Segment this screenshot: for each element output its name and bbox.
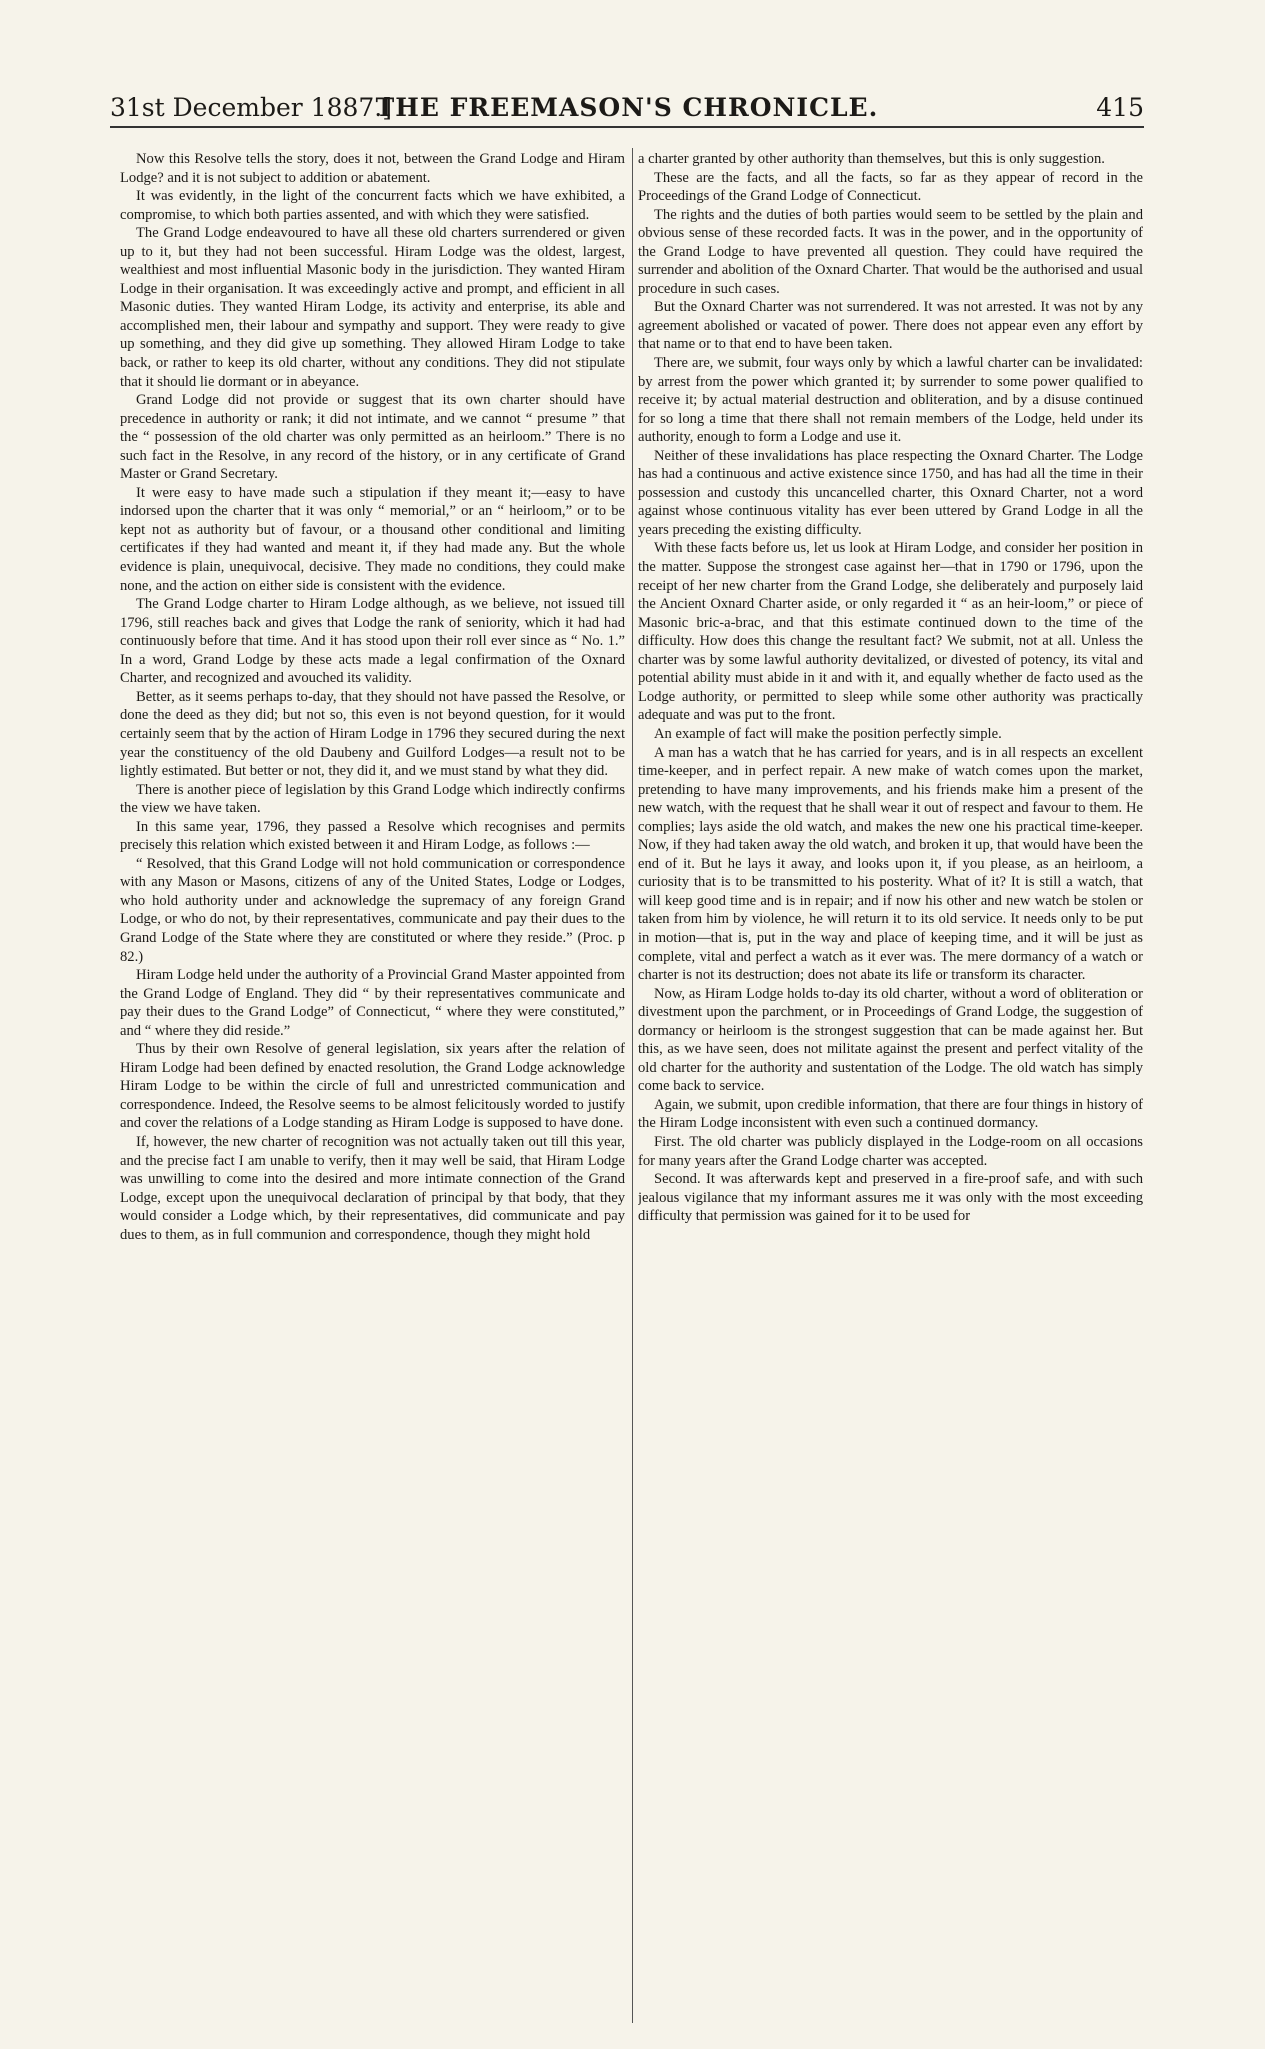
paragraph: It was evidently, in the light of the concurrent facts which we have exhibited, a compromise, to which both parties assented, and with which they were satisfied. (120, 188, 625, 223)
paragraph: Grand Lodge did not provide or suggest that its own charter should have precedence in authority or rank; it did not intimate, and we cannot “ presume ” that the “ possession of the old charter was only permitted as an heirloom.” There is no such fact in the Resolve, in any record of the history, or in any certificate of Grand Master or Grand Secretary. (120, 392, 625, 483)
right-column (638, 150, 1143, 2020)
paragraph: An example of fact will make the position perfectly simple. (654, 725, 1002, 742)
paragraph: There is another piece of legislation by this Grand Lodge which indirectly confirms the view we have taken. (120, 781, 625, 817)
publication-title: THE FREEMASON'S CHRONICLE. (375, 93, 879, 122)
paragraph: With these facts before us, let us look at Hiram Lodge, and consider her position in the matter. Suppose the strongest case against her—that in 1790 or 1796, upon the receipt of her new charter from the Grand Lodge, she deliberately and purposely laid the Ancient Oxnard Charter aside, or only regarded it “ as an heir-loom,” or piece of Masonic bric-a-brac, and that this estimate continued down to the time of the difficulty. How does this change the resultant fact? We submit, not at all. Unless the charter was by some lawful authority devitalized, or divested of potency, its vital and potential ability must abide in it and with it, and equally whether de facto used as the Lodge authority, or permitted to sleep while some other authority was practically adequate and was put to the front. (638, 540, 1143, 724)
paragraph: Thus by their own Resolve of general legislation, six years after the relation of Hiram Lodge had been defined by enacted resolution, the Grand Lodge acknowledge Hiram Lodge to be within the circle of full and unrestricted communication and correspondence. Indeed, the Resolve seems to be almost felicitously worded to justify and cover the relations of a Lodge standing as Hiram Lodge is supposed to have done. (120, 1041, 625, 1132)
paragraph: A man has a watch that he has carried for years, and is in all respects an excellent time-keeper, and in perfect repair. A new make of watch comes upon the market, pretending to have many improvements, and his friends make him a present of the new watch, with the request that he shall wear it out of respect and favour to them. He complies; lays aside the old watch, and makes the new one his practical time-keeper. Now, if they had taken away the old watch, and broken it up, that would have been the end of it. But he lays it away, and looks upon it, if you please, as an heirloom, a curiosity that is to be transmitted to his posterity. What of it? It is still a watch, that will keep good time and is in repair; and if now his other and new watch be stolen or taken from him by violence, he will return it to its old service. It needs only to be put in motion—that is, put in the way and place of keeping time, and it will be just as complete, vital and perfect a watch as it ever was. The mere dormancy of a watch or charter is not its destruction; does not abate its life or transform its character. (638, 744, 1143, 984)
quoted-resolution: “ Resolved, that this Grand Lodge will not hold communication or correspondence with any Mason or Masons, citizens of any of the United States, Lodge or Lodges, who hold authority under and acknowledge the supremacy of any foreign Grand Lodge, or who do not, by their representatives, communicate and pay their dues to the Grand Lodge of the State where they are constituted or where they reside.” (Proc. p 82.) (120, 855, 625, 965)
masthead (110, 92, 1144, 128)
paragraph: The Grand Lodge charter to Hiram Lodge although, as we believe, not issued till 1796, still reaches back and gives that Lodge the rank of seniority, which it had had continuously before that time. And it has stood upon their roll ever since as “ No. 1.” In a word, Grand Lodge by these acts made a legal confirmation of the Oxnard Charter, and recognized and avouched its validity. (120, 596, 625, 687)
paragraph: Now this Resolve tells the story, does it not, between the Grand Lodge and Hiram Lodge? and it is not subject to addition or abatement. (120, 151, 625, 186)
left-column (120, 150, 625, 2020)
paragraph: Hiram Lodge held under the authority of a Provincial Grand Master appointed from the Grand Lodge of England. They did “ by their representatives communicate and pay their dues to the Grand Lodge” of Connecticut, “ where they were constituted,” and “ where they did reside.” (120, 967, 625, 1039)
paragraph: But the Oxnard Charter was not surrendered. It was not arrested. It was not by any agreement abolished or vacated of power. There does not appear even any effort by that name or to that end to have been taken. (638, 299, 1143, 353)
paragraph: The Grand Lodge endeavoured to have all these old charters surrendered or given up to it, but they had not been successful. Hiram Lodge was the oldest, largest, wealthiest and most influential Masonic body in the jurisdiction. They wanted Hiram Lodge in their organisation. It was exceedingly active and prompt, and efficient in all Masonic duties. They wanted Hiram Lodge, its activity and enterprise, its able and accomplished men, their labour and sympathy and support. They were ready to give up something, and they did give up something. They allowed Hiram Lodge to take back, or rather to keep its old charter, without any conditions. They did not stipulate that it should lie dormant or in abeyance. (120, 225, 625, 390)
paragraph: Second. It was afterwards kept and preserved in a fire-proof safe, and with such jealous vigilance that my informant assures me it was only with the most exceeding difficulty that permission was gained for it to be used for (638, 1171, 1143, 1225)
paragraph: It were easy to have made such a stipulation if they meant it;—easy to have indorsed upon the charter that it was only “ memorial,” or an “ heirloom,” or to be kept not as authority but of favour, or a thousand other conditional and limiting certificates if they had wanted and meant it, if they had made any. But the whole evidence is plain, unequivocal, decisive. They made no conditions, they could make none, and the action on either side is consistent with the evidence. (120, 484, 625, 594)
paragraph: First. The old charter was publicly displayed in the Lodge-room on all occasions for many years after the Grand Lodge charter was accepted. (638, 1133, 1143, 1169)
paragraph: Neither of these invalidations has place respecting the Oxnard Charter. The Lodge has had a continuous and active existence since 1750, and has had all the time in their possession and custody this uncancelled charter, this Oxnard Charter, not a word against whose continuous vitality has ever been uttered by Grand Lodge in all the years preceding the existing difficulty. (638, 447, 1143, 538)
paragraph: The rights and the duties of both parties would seem to be settled by the plain and obvious sense of these recorded facts. It was in the power, and in the opportunity of the Grand Lodge to have prevented all question. They could have required the surrender and abolition of the Oxnard Charter. That would be the authorised and usual procedure in such cases. (638, 206, 1143, 297)
page-number: 415 (1096, 93, 1144, 122)
issue-date: 31st December 1887.] (110, 93, 392, 122)
paragraph: These are the facts, and all the facts, so far as they appear of record in the Proceedings of the Grand Lodge of Connecticut. (638, 169, 1143, 205)
paragraph: There are, we submit, four ways only by which a lawful charter can be invalidated: by arrest from the power which granted it; by surrender to some power qualified to receive it; by actual material destruction and obliteration, and by a disuse continued for so long a time that there shall not remain members of the Lodge, held under its authority, enough to form a Lodge and use it. (638, 355, 1143, 446)
paragraph: In this same year, 1796, they passed a Resolve which recognises and permits precisely this relation which existed between it and Hiram Lodge, as follows :— (120, 818, 625, 854)
paragraph: Again, we submit, upon credible information, that there are four things in history of the Hiram Lodge inconsistent with even such a continued dormancy. (638, 1096, 1143, 1132)
column-divider (632, 148, 633, 2023)
paragraph: If, however, the new charter of recognition was not actually taken out till this year, and the precise fact I am unable to verify, then it may well be said, that Hiram Lodge was unwilling to come into the desired and more intimate connection of the Grand Lodge, except upon the unequivocal declaration of principal by that body, that they would consider a Lodge which, by their representatives, did communicate and pay dues to them, as in full communion and correspondence, though they might hold (120, 1133, 625, 1243)
paragraph: a charter granted by other authority than themselves, but this is only suggestion. (638, 151, 1105, 167)
paragraph: Better, as it seems perhaps to-day, that they should not have passed the Resolve, or done the deed as they did; but not so, this even is not beyond question, for it would certainly seem that by the action of Hiram Lodge in 1796 they secured during the next year the constituency of the old Daubeny and Guilford Lodges—a result not to be lightly estimated. But better or not, they did it, and we must stand by what they did. (120, 688, 625, 780)
paragraph: Now, as Hiram Lodge holds to-day its old charter, without a word of obliteration or divestment upon the parchment, or in Proceedings of Grand Lodge, the suggestion of dormancy or heirloom is the strongest suggestion that can be made against her. But this, as we have seen, does not militate against the present and perfect vitality of the old charter for the authority and sustentation of the Lodge. The old watch has simply come back to service. (638, 985, 1143, 1095)
